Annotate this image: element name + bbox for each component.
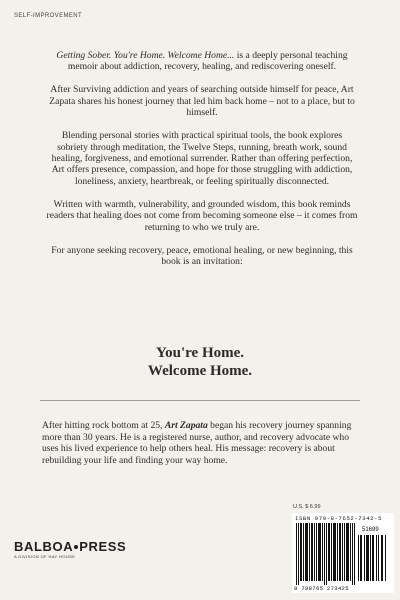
bio-text: began his recovery journey spanning more than 30 years. He is a registered nurse, author, and recovery advocate who uses his lived experience to help others heal. His message: recovery is about rebuilding your life and finding your way home.	[42, 420, 352, 466]
author-bio	[42, 420, 360, 466]
publisher-name	[14, 540, 126, 553]
addon-barcode-icon	[358, 535, 388, 581]
category-label: SELF-IMPROVEMENT	[14, 13, 83, 19]
publisher-tagline: A DIVISION OF HAY HOUSE	[14, 554, 76, 559]
ean-barcode-icon	[296, 523, 356, 585]
publisher-name-right: PRESS	[79, 539, 127, 554]
barcode-number: 9 798765 273425	[294, 585, 349, 592]
barcode-box	[292, 513, 394, 593]
blurb	[46, 50, 358, 279]
blurb-paragraph-2: After Surviving addiction and years of searching outside himself for peace, Art Zapata shares his honest journey that led him back home – not to a place, but to himself.	[49, 84, 355, 119]
bio-intro: After hitting rock bottom at 25,	[42, 420, 165, 431]
publisher-logo	[14, 540, 126, 559]
blurb-paragraph-3: Blending personal stories with practical spiritual tools, the book explores sobriety through meditation, the Twelve Steps, running, breath work, sound healing, forgiveness, and emotional surrender. Rather than offering perfection, Art offers presence, compassion, and hope for those struggling with addiction, loneliness, anxiety, heartbreak, or feeling spiritually disconnected.	[51, 130, 353, 187]
headline-line-1: You're Home.	[155, 345, 245, 361]
blurb-paragraph-1-text: is a deeply personal teaching memoir about addiction, recovery, healing, and rediscovering oneself.	[67, 50, 348, 73]
blurb-paragraph-1	[46, 50, 358, 73]
publisher-name-left: BALBOA	[14, 539, 74, 554]
blurb-paragraph-5: For anyone seeking recovery, peace, emotional healing, or new beginning, this book is an invitation:	[51, 244, 353, 268]
section-divider	[40, 400, 360, 401]
author-name: Art Zapata	[164, 420, 208, 431]
book-title-italic: Getting Sober. You're Home. Welcome Home...	[56, 50, 235, 61]
price-label: U.S. $ 6.99	[293, 504, 321, 510]
isbn-text: ISBN 979-8-7652-7342-5	[295, 515, 383, 522]
price-addon-number: 51699	[362, 527, 379, 533]
blurb-paragraph-4: Written with warmth, vulnerability, and grounded wisdom, this book reminds readers that healing does not come from becoming someone else – it comes from returning to who we truly are.	[46, 198, 358, 233]
logo-dot-icon	[74, 545, 78, 549]
headline-line-2: Welcome Home.	[147, 363, 253, 379]
